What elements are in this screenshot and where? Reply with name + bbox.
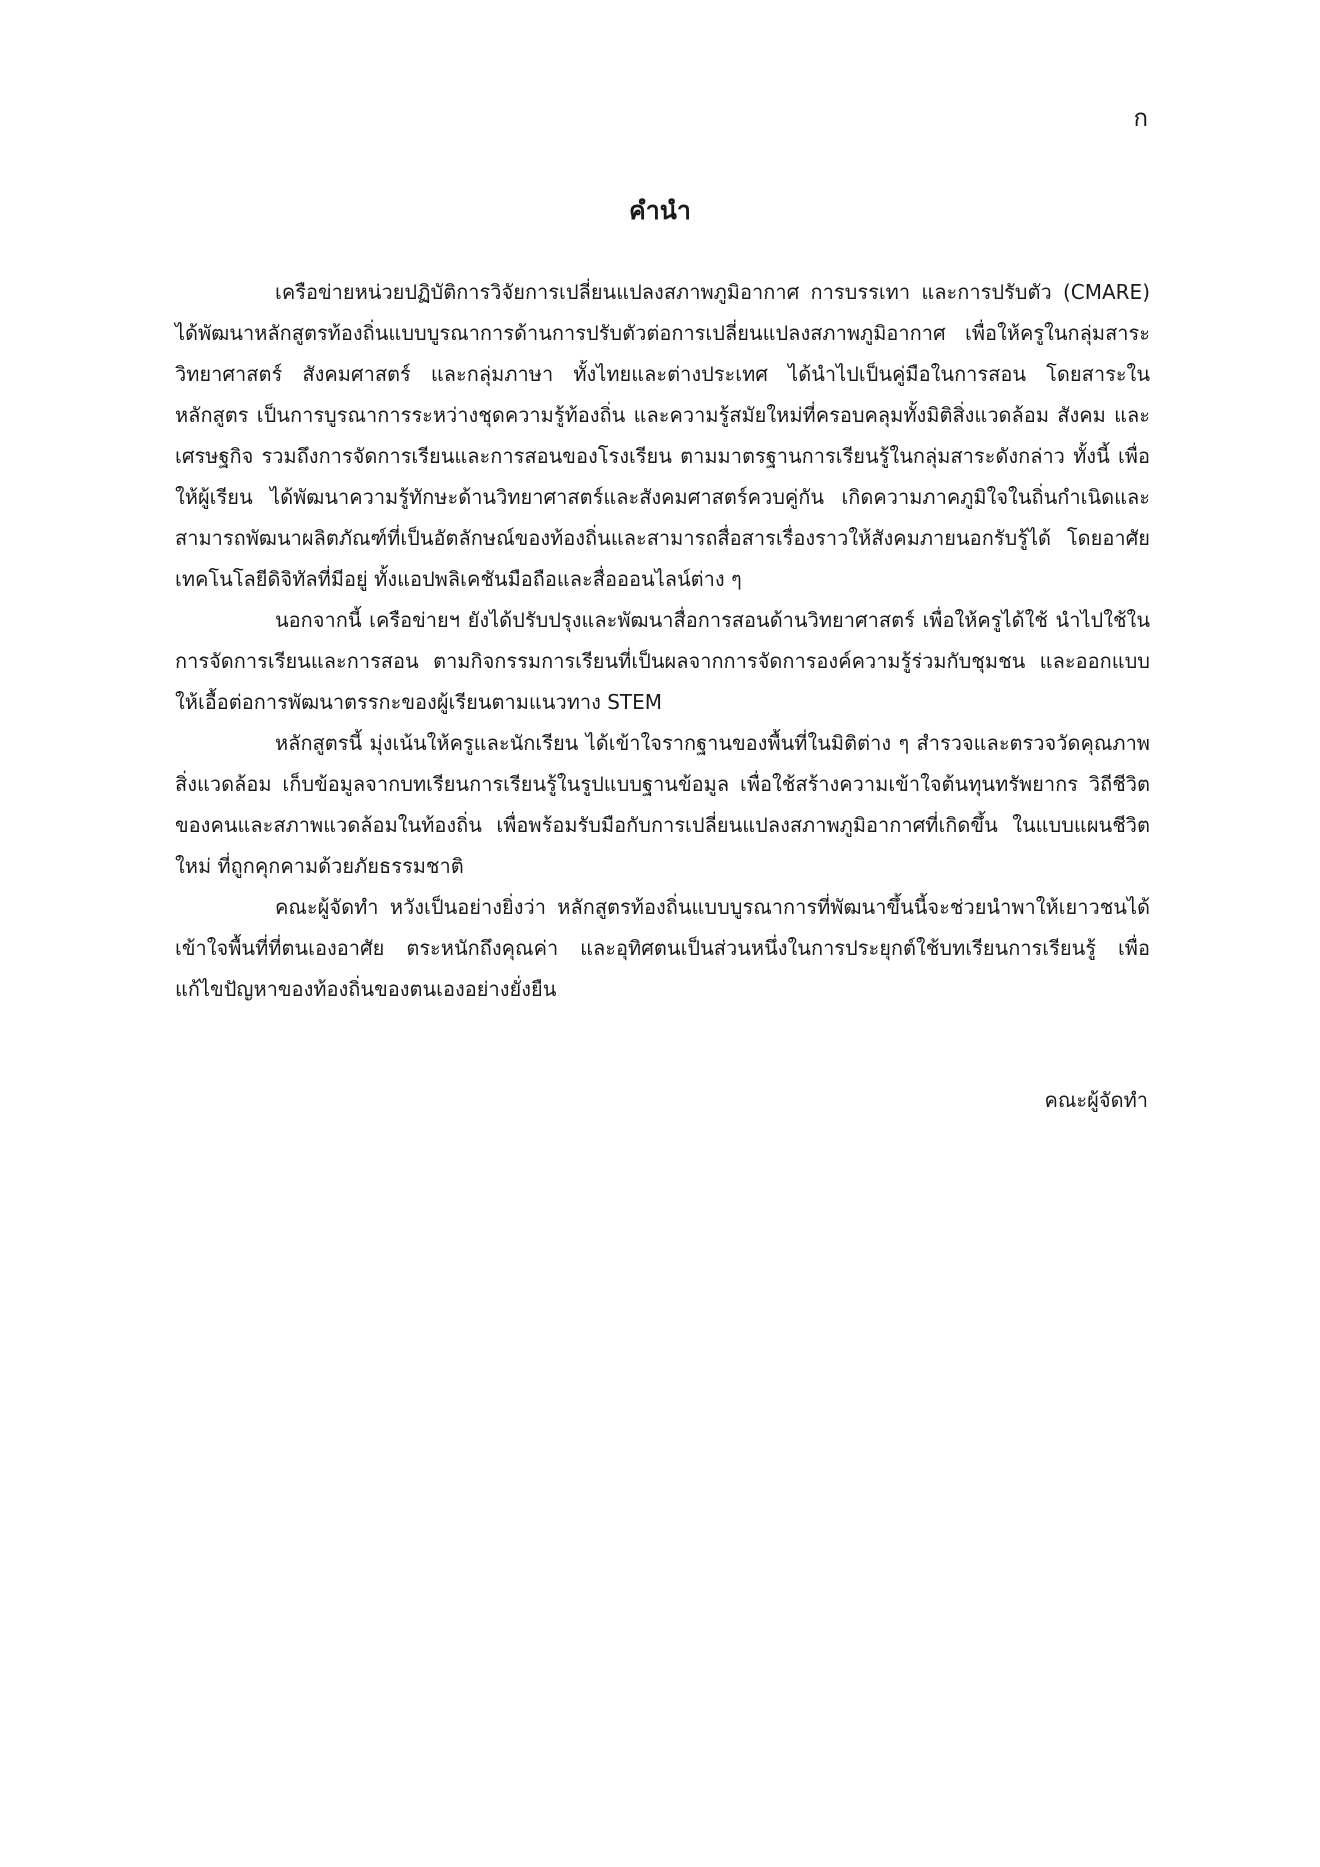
page-number: ก <box>1133 104 1148 132</box>
body-text <box>175 272 1150 1010</box>
paragraph: เครือข่ายหน่วยปฏิบัติการวิจัยการเปลี่ยนแปลงสภาพภูมิอากาศ การบรรเทา และการปรับตัว (CMARE) ได้พัฒนาหลักสูตรท้องถิ่นแบบบูรณาการด้านการปรับตัวต่อการเปลี่ยนแปลงสภาพภูมิอากาศ เพื่อให้ครูในกลุ่มสาระวิทยาศาสตร์ สังคมศาสตร์ และกลุ่มภาษา ทั้งไทยและต่างประเทศ ได้นำไปเป็นคู่มือในการสอน โดยสาระในหลักสูตร เป็นการบูรณาการระหว่างชุดความรู้ท้องถิ่น และความรู้สมัยใหม่ที่ครอบคลุมทั้งมิติสิ่งแวดล้อม สังคม และเศรษฐกิจ รวมถึงการจัดการเรียนและการสอนของโรงเรียน ตามมาตรฐานการเรียนรู้ในกลุ่มสาระดังกล่าว ทั้งนี้ เพื่อให้ผู้เรียน ได้พัฒนาความรู้ทักษะด้านวิทยาศาสตร์และสังคมศาสตร์ควบคู่กัน เกิดความภาคภูมิใจในถิ่นกำเนิดและสามารถพัฒนาผลิตภัณฑ์ที่เป็นอัตลักษณ์ของท้องถิ่นและสามารถสื่อสารเรื่องราวให้สังคมภายนอกรับรู้ได้ โดยอาศัยเทคโนโลยีดิจิทัลที่มีอยู่ ทั้งแอปพลิเคชันมือถือและสื่อออนไลน์ต่าง ๆ <box>175 280 1150 591</box>
signature: คณะผู้จัดทำ <box>1044 1088 1148 1112</box>
paragraph: นอกจากนี้ เครือข่ายฯ ยังได้ปรับปรุงและพัฒนาสื่อการสอนด้านวิทยาศาสตร์ เพื่อให้ครูได้ใช้ นำไปใช้ในการจัดการเรียนและการสอน ตามกิจกรรมการเรียนที่เป็นผลจากการจัดการองค์ความรู้ร่วมกับชุมชน และออกแบบให้เอื้อต่อการพัฒนาตรรกะของผู้เรียนตามแนวทาง STEM <box>175 608 1150 714</box>
paragraph: หลักสูตรนี้ มุ่งเน้นให้ครูและนักเรียน ได้เข้าใจรากฐานของพื้นที่ในมิติต่าง ๆ สำรวจและตรวจวัดคุณภาพสิ่งแวดล้อม เก็บข้อมูลจากบทเรียนการเรียนรู้ในรูปแบบฐานข้อมูล เพื่อใช้สร้างความเข้าใจต้นทุนทรัพยากร วิถีชีวิตของคนและสภาพแวดล้อมในท้องถิ่น เพื่อพร้อมรับมือกับการเปลี่ยนแปลงสภาพภูมิอากาศที่เกิดขึ้น ในแบบแผนชีวิตใหม่ ที่ถูกคุกคามด้วยภัยธรรมชาติ <box>175 731 1150 878</box>
paragraph: คณะผู้จัดทำ หวังเป็นอย่างยิ่งว่า หลักสูตรท้องถิ่นแบบบูรณาการที่พัฒนาขึ้นนี้จะช่วยนำพาให้เยาวชนได้เข้าใจพื้นที่ที่ตนเองอาศัย ตระหนักถึงคุณค่า และอุทิศตนเป็นส่วนหนึ่งในการประยุกต์ใช้บทเรียนการเรียนรู้ เพื่อแก้ไขปัญหาของท้องถิ่นของตนเองอย่างยั่งยืน <box>175 895 1150 1001</box>
page-title: คำนำ <box>629 196 691 225</box>
